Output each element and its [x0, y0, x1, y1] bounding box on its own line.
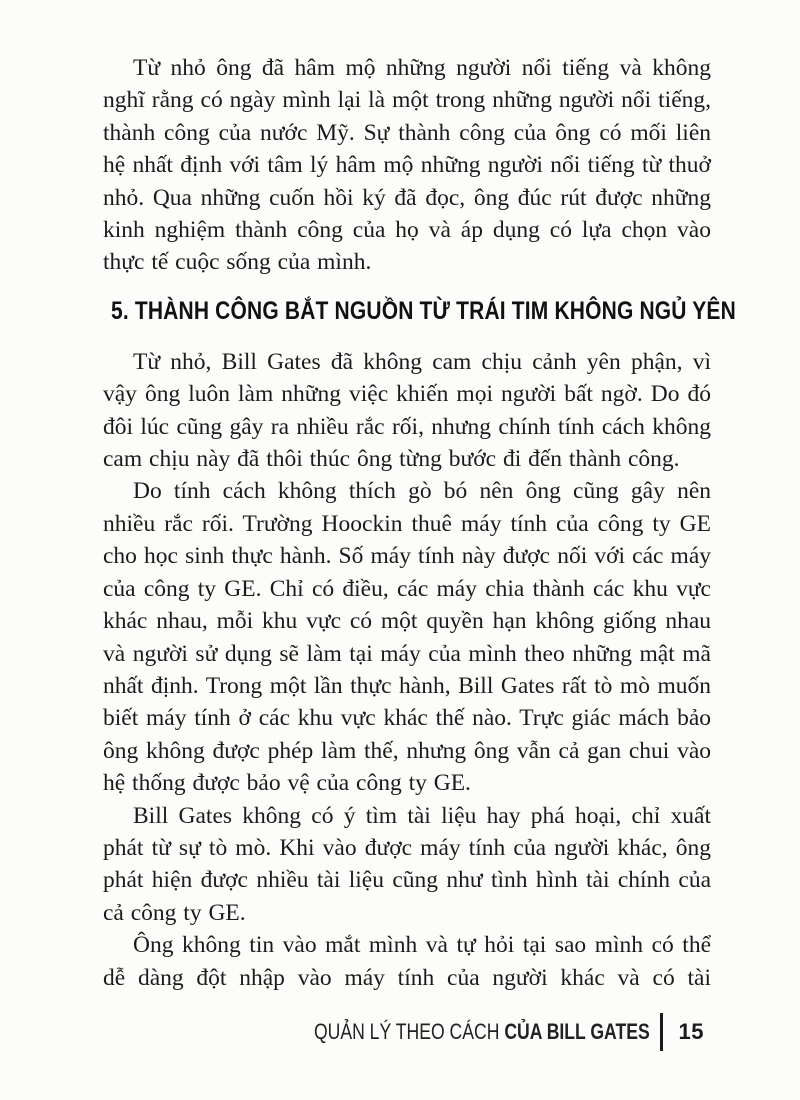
body-paragraph-2: Do tính cách không thích gò bó nên ông cũng gây nên nhiều rắc rối. Trường Hoockin thuê máy tính của công ty GE cho học sinh thực hành. Số máy tính này được nối với các máy của công ty GE. Chỉ có điều, các máy chia thành các khu vực khác nhau, mỗi khu vực có một quyền hạn không giống nhau và người sử dụng sẽ làm tại máy của mình theo những mật mã nhất định. Trong một lần thực hành, Bill Gates rất tò mò muốn biết máy tính ở các khu vực khác thế nào. Trực giác mách bảo ông không được phép làm thế, nhưng ông vẫn cả gan chui vào hệ thống được bảo vệ của công ty GE.: [103, 478, 711, 797]
page-footer: [230, 1012, 704, 1052]
body-paragraph-3: Bill Gates không có ý tìm tài liệu hay phá hoại, chỉ xuất phát từ sự tò mò. Khi vào được máy tính của người khác, ông phát hiện được nhiều tài liệu cũng như tình hình tài chính của cả công ty GE.: [103, 802, 711, 926]
footer-separator-bar: [660, 1013, 663, 1051]
running-title-bold: CỦA BILL GATES: [504, 1019, 650, 1044]
body-paragraph-4-cutoff: Ông không tin vào mắt mình và tự hỏi tại sao mình có thể dễ dàng đột nhập vào máy tính của người khác và có tài: [103, 932, 711, 991]
section-heading-text: 5. THÀNH CÔNG BẮT NGUỒN TỪ TRÁI TIM KHÔNG NGỦ YÊN: [111, 296, 736, 325]
running-title-regular: QUẢN LÝ THEO CÁCH: [313, 1019, 500, 1044]
body-paragraph-1: Từ nhỏ, Bill Gates đã không cam chịu cảnh yên phận, vì vậy ông luôn làm những việc khiến mọi người bất ngờ. Do đó đôi lúc cũng gây ra nhiều rắc rối, nhưng chính tính cách không cam chịu này đã thôi thúc ông từng bước đi đến thành công.: [103, 348, 711, 473]
section-heading: [103, 296, 736, 326]
page-number: 15: [678, 1019, 704, 1044]
intro-paragraph: Từ nhỏ ông đã hâm mộ những người nổi tiếng và không nghĩ rằng có ngày mình lại là một trong những người nổi tiếng, thành công của nước Mỹ. Sự thành công của ông có mối liên hệ nhất định với tâm lý hâm mộ những người nổi tiếng từ thuở nhỏ. Qua những cuốn hồi ký đã đọc, ông đúc rút được những kinh nghiệm thành công của họ và áp dụng có lựa chọn vào thực tế cuộc sống của mình.: [103, 55, 711, 276]
text-block: [103, 52, 736, 994]
running-title: [314, 1019, 650, 1045]
